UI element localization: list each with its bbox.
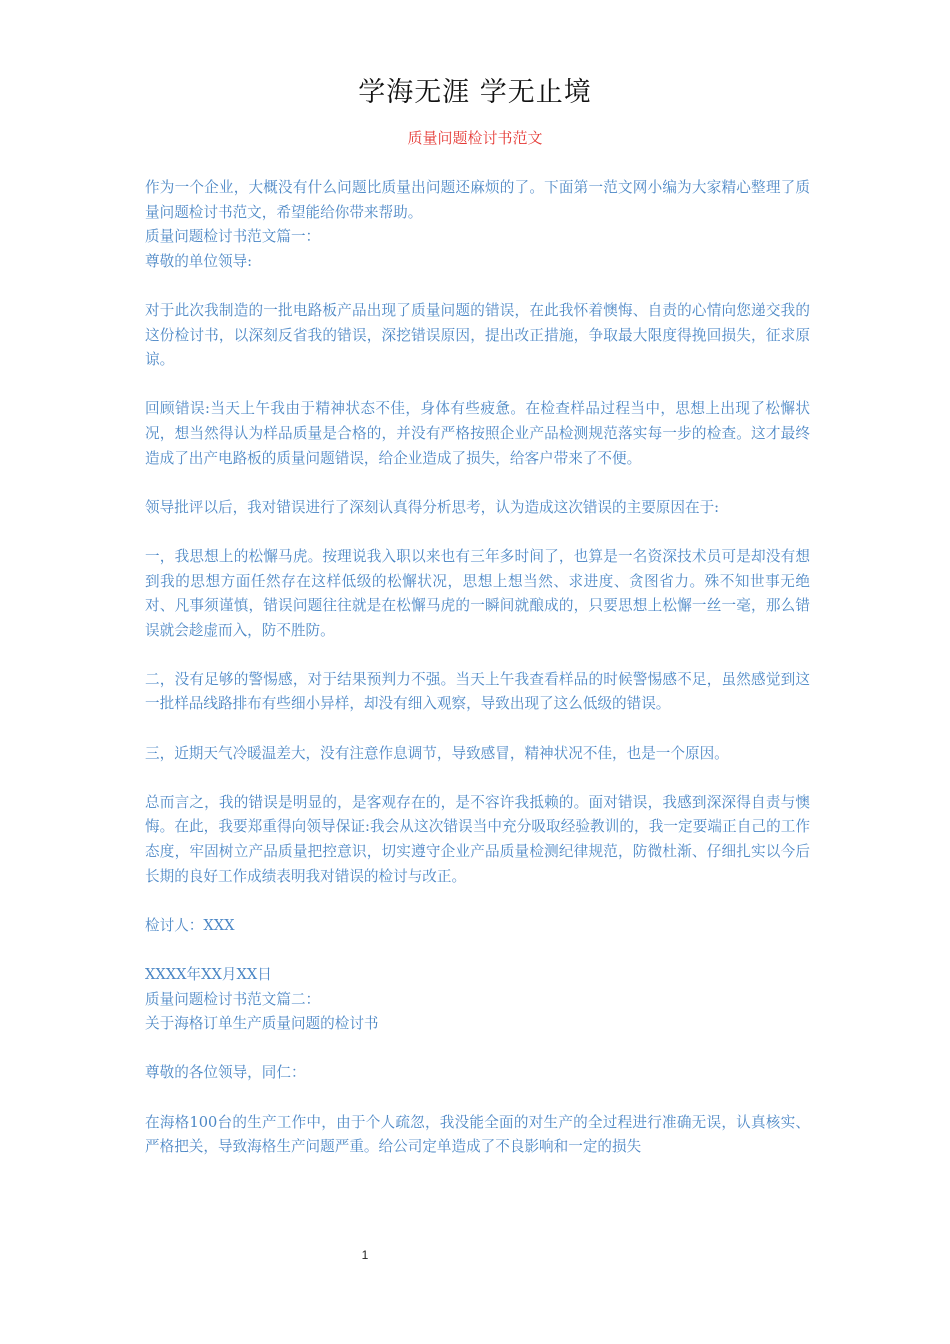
paragraph-gap bbox=[145, 1086, 810, 1111]
paragraph: 作为一个企业，大概没有什么问题比质量出问题还麻烦的了。下面第一范文网小编为大家精心整理了质量问题检讨书范文，希望能给你带来帮助。 bbox=[145, 179, 810, 221]
document-title: 质量问题检讨书范文 bbox=[407, 129, 543, 147]
paragraph: 领导批评以后，我对错误进行了深刻认真得分析思考，认为造成这次错误的主要原因在于: bbox=[145, 498, 720, 516]
paragraph: 尊敬的单位领导: bbox=[145, 252, 253, 270]
paragraph-gap bbox=[145, 889, 810, 914]
paragraph: 关于海格订单生产质量问题的检讨书 bbox=[145, 1015, 379, 1033]
date-line: XXXX年XX月XX日 bbox=[145, 966, 272, 983]
paragraph-gap bbox=[145, 520, 810, 545]
paragraph: 回顾错误:当天上午我由于精神状态不佳，身体有些疲惫。在检查样品过程当中，思想上出现了松懈状况，想当然得认为样品质量是合格的，并没有严格按照企业产品检测规范落实每一步的检查。这才最终造成了出产电路板的质量问题错误，给企业造成了损失，给客户带来了不便。 bbox=[145, 400, 810, 467]
paragraph-gap bbox=[145, 643, 810, 668]
paragraph: 质量问题检讨书范文篇一： bbox=[145, 228, 321, 246]
paragraph: 尊敬的各位领导，同仁： bbox=[145, 1064, 306, 1082]
document-body bbox=[145, 176, 810, 1160]
paragraph: 在海格100台的生产工作中，由于个人疏忽，我没能全面的对生产的全过程进行准确无误，认真核实、严格把关，导致海格生产问题严重。给公司定单造成了不良影响和一定的损失 bbox=[145, 1113, 810, 1156]
paragraph-gap bbox=[145, 766, 810, 791]
paragraph: 对于此次我制造的一批电路板产品出现了质量问题的错误，在此我怀着懊悔、自责的心情向您递交我的这份检讨书，以深刻反省我的错误，深挖错误原因，提出改正措施，争取最大限度得挽回损失，征求原谅。 bbox=[145, 301, 810, 369]
paragraph-gap bbox=[145, 471, 810, 496]
paragraph: 一，我思想上的松懈马虎。按理说我入职以来也有三年多时间了，也算是一名资深技术员可是却没有想到我的思想方面任然存在这样低级的松懈状况，思想上想当然、求进度、贪图省力。殊不知世事无绝对、凡事须谨慎，错误问题往往就是在松懈马虎的一瞬间就酿成的，只要思想上松懈一丝一毫，那么错误就会趁虚而入，防不胜防。 bbox=[145, 547, 810, 639]
paragraph-gap bbox=[145, 373, 810, 398]
paragraph-gap bbox=[145, 717, 810, 742]
paragraph-gap bbox=[145, 1037, 810, 1062]
page-number: 1 bbox=[361, 1248, 369, 1262]
paragraph: 质量问题检讨书范文篇二： bbox=[145, 990, 321, 1008]
page-header: 学海无涯 学无止境 bbox=[358, 77, 592, 108]
paragraph-gap bbox=[145, 274, 810, 299]
signature-line: 检讨人：XXX bbox=[145, 916, 235, 934]
paragraph: 二，没有足够的警惕感，对于结果预判力不强。当天上午我查看样品的时候警惕感不足，虽然感觉到这一批样品线路排布有些细小异样，却没有细入观察，导致出现了这么低级的错误。 bbox=[145, 670, 810, 713]
paragraph: 总而言之，我的错误是明显的，是客观存在的，是不容许我抵赖的。面对错误，我感到深深得自责与懊悔。在此，我要郑重得向领导保证:我会从这次错误当中充分吸取经验教训的，我一定要端正自己的工作态度，牢固树立产品质量把控意识，切实遵守企业产品质量检测纪律规范，防微杜渐、仔细扎实以今后长期的良好工作成绩表明我对错误的检讨与改正。 bbox=[145, 793, 810, 885]
paragraph-gap bbox=[145, 938, 810, 963]
paragraph: 三，近期天气冷暖温差大，没有注意作息调节，导致感冒，精神状况不佳，也是一个原因。 bbox=[145, 744, 729, 762]
